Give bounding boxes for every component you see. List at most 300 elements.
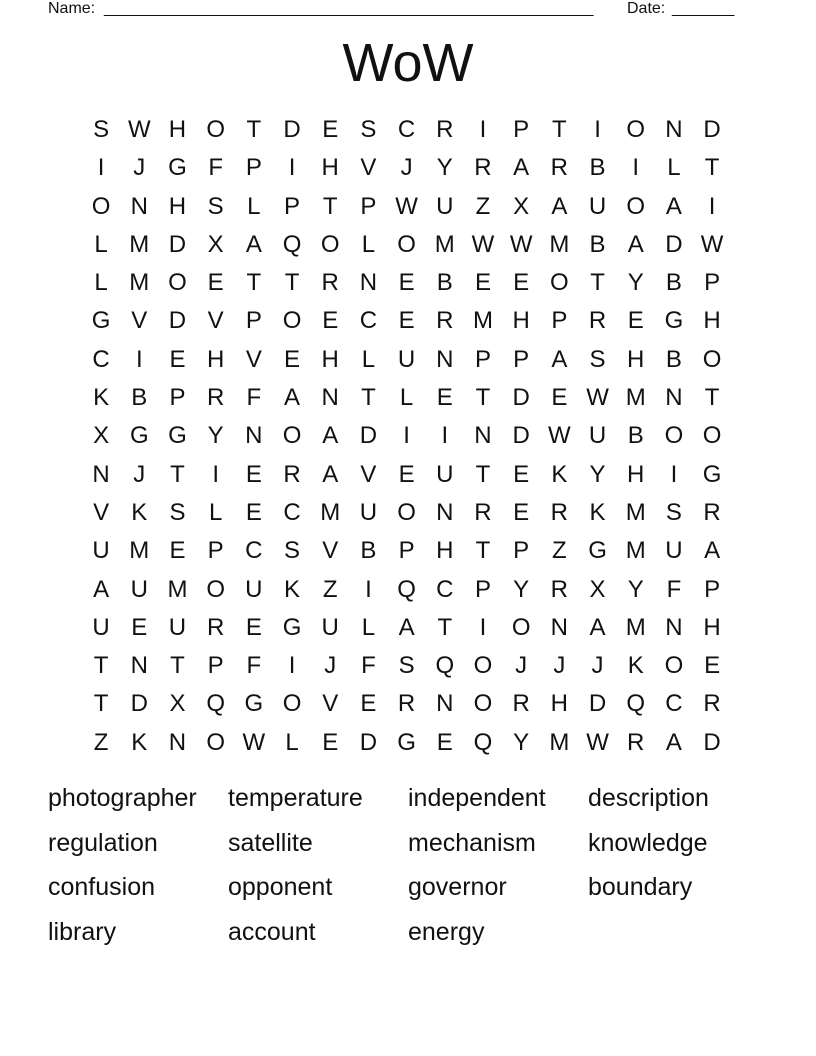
word-list-item: mechanism: [408, 828, 536, 857]
grid-letter: I: [135, 345, 143, 373]
grid-letter: G: [168, 422, 187, 450]
grid-letter: A: [93, 575, 110, 603]
grid-letter: E: [245, 498, 262, 526]
grid-row: [82, 264, 732, 302]
grid-letter: S: [589, 345, 606, 373]
grid-letter: N: [130, 192, 148, 220]
grid-letter: G: [129, 422, 149, 450]
grid-letter: P: [474, 345, 491, 373]
name-label: Name:: [48, 0, 96, 17]
grid-letter: O: [397, 498, 416, 526]
grid-letter: J: [591, 652, 604, 680]
grid-letter: D: [359, 422, 378, 450]
grid-letter: B: [589, 230, 606, 258]
grid-letter: M: [129, 537, 150, 565]
grid-row: [82, 456, 732, 494]
grid-letter: A: [513, 154, 530, 182]
grid-letter: O: [206, 116, 225, 143]
grid-letter: W: [586, 728, 609, 756]
grid-letter: G: [397, 728, 416, 756]
grid-letter: O: [664, 422, 684, 450]
grid-letter: W: [471, 230, 495, 258]
grid-letter: U: [436, 192, 454, 220]
grid-letter: E: [627, 307, 644, 335]
grid-letter: I: [403, 422, 410, 450]
grid-letter: P: [284, 192, 301, 220]
grid-letter: K: [589, 498, 606, 526]
grid-letter: W: [548, 422, 571, 450]
grid-letter: T: [704, 384, 720, 412]
grid-letter: Q: [282, 230, 302, 258]
grid-letter: Q: [435, 652, 455, 680]
grid-letter: A: [551, 345, 568, 373]
grid-letter: P: [513, 116, 530, 143]
grid-letter: L: [361, 230, 376, 258]
grid-letter: Y: [207, 422, 224, 450]
word-list-item: boundary: [588, 873, 693, 901]
grid-letter: H: [512, 307, 530, 335]
grid-letter: O: [282, 690, 302, 718]
date-blank-line: _______: [672, 0, 735, 17]
grid-letter: N: [665, 613, 683, 641]
grid-row: [82, 341, 732, 379]
grid-letter: V: [360, 460, 377, 488]
grid-letter: Q: [206, 690, 225, 718]
grid-letter: L: [399, 384, 414, 412]
grid-letter: I: [708, 192, 716, 220]
grid-letter: X: [207, 230, 224, 258]
grid-letter: O: [397, 230, 416, 258]
grid-letter: F: [246, 652, 262, 680]
grid-letter: C: [665, 690, 683, 718]
grid-letter: T: [361, 384, 376, 412]
grid-letter: W: [509, 230, 533, 258]
grid-letter: L: [667, 154, 681, 182]
grid-letter: N: [245, 422, 263, 450]
grid-letter: T: [437, 613, 453, 641]
grid-letter: A: [551, 192, 568, 220]
grid-letter: B: [665, 269, 682, 297]
grid-letter: P: [245, 154, 262, 182]
grid-letter: B: [360, 537, 377, 565]
grid-letter: M: [434, 230, 455, 258]
grid-letter: H: [703, 307, 721, 335]
grid-letter: F: [666, 575, 682, 603]
header: [48, 0, 748, 20]
grid-row: [82, 647, 732, 685]
grid-letter: S: [360, 116, 377, 143]
grid-letter: J: [553, 652, 566, 680]
grid-letter: R: [206, 613, 225, 641]
grid-letter: G: [282, 613, 302, 641]
grid-letter: P: [704, 269, 721, 297]
grid-row: [82, 417, 732, 455]
grid-letter: P: [474, 575, 491, 603]
grid-letter: S: [169, 498, 186, 526]
grid-row: [82, 494, 732, 532]
grid-letter: T: [170, 652, 185, 680]
grid-letter: T: [475, 460, 491, 488]
grid-letter: S: [665, 498, 682, 526]
grid-letter: E: [245, 460, 262, 488]
grid-letter: S: [284, 537, 301, 565]
grid-letter: H: [550, 690, 569, 718]
grid-row: [82, 532, 732, 570]
grid-letter: U: [321, 613, 339, 641]
grid-letter: N: [436, 345, 454, 373]
grid-letter: B: [589, 154, 606, 182]
name-blank-line: _______________________________________________________: [104, 0, 594, 17]
word-row: [48, 910, 768, 955]
grid-letter: U: [130, 575, 148, 603]
grid-letter: V: [360, 154, 377, 182]
grid-letter: R: [321, 269, 339, 297]
grid-letter: O: [91, 192, 111, 220]
grid-letter: W: [242, 728, 266, 756]
grid-letter: O: [282, 307, 302, 335]
grid-letter: A: [665, 192, 682, 220]
grid-letter: R: [474, 498, 492, 526]
grid-letter: L: [247, 192, 261, 220]
grid-letter: C: [359, 307, 378, 335]
grid-letter: Q: [397, 575, 416, 603]
word-list-item: temperature: [228, 784, 363, 812]
grid-letter: L: [94, 269, 108, 297]
grid-letter: N: [168, 728, 187, 756]
grid-letter: T: [552, 116, 567, 143]
grid-letter: E: [360, 690, 377, 718]
grid-letter: D: [512, 422, 530, 450]
grid-letter: O: [550, 269, 569, 297]
grid-letter: N: [550, 613, 569, 641]
grid-letter: W: [395, 192, 418, 220]
letter-grid: [82, 111, 732, 762]
grid-letter: L: [208, 498, 223, 526]
grid-letter: H: [321, 154, 339, 182]
grid-letter: Z: [475, 192, 491, 220]
grid-letter: G: [168, 154, 187, 182]
grid-letter: U: [359, 498, 378, 526]
word-row: [48, 776, 768, 821]
grid-letter: T: [246, 269, 262, 297]
grid-letter: I: [288, 154, 296, 182]
grid-letter: Y: [627, 269, 644, 297]
grid-letter: F: [246, 384, 262, 412]
grid-letter: F: [208, 154, 223, 182]
grid-letter: J: [400, 154, 413, 182]
grid-letter: H: [168, 116, 187, 143]
grid-letter: T: [93, 652, 109, 680]
grid-letter: T: [475, 537, 491, 565]
word-row: [48, 865, 768, 910]
grid-letter: T: [246, 116, 262, 143]
word-list-item: photographer: [48, 784, 197, 812]
grid-letter: X: [169, 690, 186, 718]
grid-letter: A: [398, 613, 415, 641]
grid-letter: J: [133, 460, 146, 488]
grid-letter: N: [474, 422, 492, 450]
grid-letter: E: [513, 460, 530, 488]
grid-letter: N: [359, 269, 378, 297]
word-list-item: description: [588, 784, 709, 812]
grid-letter: I: [365, 575, 372, 603]
grid-letter: W: [586, 384, 609, 412]
grid-letter: M: [129, 269, 150, 297]
grid-letter: O: [626, 192, 646, 220]
word-list-item: knowledge: [588, 828, 708, 857]
grid-letter: T: [170, 460, 185, 488]
grid-letter: A: [322, 460, 339, 488]
grid-letter: D: [665, 230, 683, 258]
grid-letter: E: [513, 269, 530, 297]
grid-letter: O: [511, 613, 531, 641]
grid-letter: G: [702, 460, 722, 488]
grid-letter: V: [131, 307, 148, 335]
grid-letter: T: [475, 384, 491, 412]
grid-letter: W: [700, 230, 724, 258]
grid-letter: U: [245, 575, 263, 603]
grid-letter: M: [625, 384, 646, 412]
page-title: WoW: [342, 33, 474, 93]
grid-letter: K: [551, 460, 568, 488]
grid-letter: M: [549, 728, 570, 756]
grid-letter: G: [244, 690, 264, 718]
grid-letter: P: [169, 384, 186, 412]
grid-letter: A: [284, 384, 301, 412]
grid-letter: E: [551, 384, 568, 412]
grid-letter: B: [436, 269, 453, 297]
grid-letter: V: [322, 690, 339, 718]
grid-letter: R: [703, 498, 721, 526]
grid-letter: H: [703, 613, 721, 641]
word-list-item: governor: [408, 873, 507, 901]
grid-letter: H: [627, 460, 645, 488]
grid-letter: H: [206, 345, 225, 373]
grid-letter: I: [670, 460, 678, 488]
word-list-item: satellite: [228, 828, 313, 857]
grid-letter: A: [589, 613, 606, 641]
grid-letter: D: [703, 116, 721, 143]
grid-letter: D: [359, 728, 378, 756]
grid-letter: U: [92, 537, 110, 565]
grid-letter: E: [398, 269, 415, 297]
grid-letter: A: [665, 728, 682, 756]
grid-letter: R: [550, 154, 569, 182]
grid-letter: M: [320, 498, 341, 526]
grid-letter: R: [436, 116, 454, 143]
grid-letter: U: [92, 613, 110, 641]
grid-letter: V: [245, 345, 262, 373]
grid-letter: D: [512, 384, 530, 412]
grid-letter: B: [627, 422, 644, 450]
grid-letter: D: [588, 690, 607, 718]
grid-letter: H: [321, 345, 339, 373]
grid-letter: E: [322, 116, 339, 143]
grid-row: [82, 226, 732, 264]
grid-letter: M: [129, 230, 150, 258]
grid-letter: I: [288, 652, 296, 680]
grid-row: [82, 149, 732, 187]
grid-letter: N: [665, 384, 683, 412]
grid-letter: I: [632, 154, 640, 182]
word-list-item: independent: [408, 784, 546, 812]
grid-letter: E: [207, 269, 224, 297]
grid-letter: E: [322, 307, 339, 335]
grid-letter: R: [283, 460, 301, 488]
grid-row: [82, 188, 732, 226]
grid-letter: M: [549, 230, 570, 258]
grid-letter: O: [320, 230, 340, 258]
grid-letter: Q: [473, 728, 493, 756]
grid-letter: N: [436, 690, 454, 718]
grid-letter: P: [207, 652, 224, 680]
grid-letter: P: [551, 307, 568, 335]
grid-letter: T: [704, 154, 720, 182]
grid-letter: P: [513, 345, 530, 373]
grid-letter: O: [473, 690, 493, 718]
grid-letter: E: [474, 269, 491, 297]
grid-letter: K: [131, 728, 148, 756]
grid-letter: V: [207, 307, 224, 335]
grid-letter: O: [473, 652, 493, 680]
grid-letter: L: [94, 230, 108, 258]
grid-letter: E: [169, 345, 186, 373]
grid-letter: R: [397, 690, 416, 718]
grid-letter: I: [441, 422, 449, 450]
grid-letter: M: [472, 307, 493, 335]
grid-letter: Z: [552, 537, 567, 565]
grid-letter: Y: [436, 154, 453, 182]
grid-letter: O: [206, 575, 225, 603]
grid-letter: V: [322, 537, 339, 565]
grid-letter: A: [245, 230, 262, 258]
grid-letter: P: [245, 307, 262, 335]
grid-letter: R: [703, 690, 721, 718]
grid-letter: I: [212, 460, 219, 488]
grid-letter: E: [513, 498, 530, 526]
grid-letter: R: [206, 384, 225, 412]
grid-letter: J: [324, 652, 337, 680]
grid-letter: I: [97, 154, 105, 182]
grid-letter: G: [91, 307, 111, 335]
grid-letter: E: [398, 460, 415, 488]
grid-letter: A: [322, 422, 339, 450]
grid-row: [82, 379, 732, 417]
grid-letter: U: [168, 613, 187, 641]
grid-letter: I: [479, 116, 487, 143]
grid-letter: D: [130, 690, 148, 718]
grid-letter: P: [207, 537, 224, 565]
grid-letter: U: [588, 192, 607, 220]
grid-letter: X: [589, 575, 606, 603]
word-row: [48, 821, 768, 866]
grid-letter: Y: [513, 575, 530, 603]
grid-letter: J: [133, 154, 146, 182]
word-list-item: confusion: [48, 873, 156, 901]
grid-letter: K: [131, 498, 148, 526]
grid-letter: T: [590, 269, 605, 297]
grid-letter: R: [436, 307, 454, 335]
grid-letter: Z: [322, 575, 338, 603]
grid-letter: R: [512, 690, 530, 718]
grid-letter: F: [361, 652, 376, 680]
grid-letter: O: [626, 116, 646, 143]
grid-letter: E: [284, 345, 301, 373]
grid-letter: S: [93, 116, 110, 143]
grid-letter: L: [285, 728, 299, 756]
grid-letter: O: [702, 422, 722, 450]
grid-letter: E: [398, 307, 415, 335]
grid-letter: B: [131, 384, 148, 412]
grid-letter: C: [245, 537, 263, 565]
grid-letter: O: [702, 345, 722, 373]
grid-letter: U: [665, 537, 683, 565]
grid-letter: U: [397, 345, 416, 373]
grid-letter: Z: [93, 728, 109, 756]
grid-letter: D: [703, 728, 721, 756]
grid-letter: X: [513, 192, 530, 220]
grid-letter: C: [283, 498, 301, 526]
grid-letter: W: [127, 116, 151, 143]
grid-letter: K: [627, 652, 644, 680]
grid-letter: Y: [589, 460, 606, 488]
grid-letter: P: [360, 192, 377, 220]
grid-letter: A: [627, 230, 644, 258]
grid-letter: C: [397, 116, 416, 143]
grid-letter: K: [93, 384, 110, 412]
grid-letter: P: [704, 575, 721, 603]
grid-letter: E: [436, 728, 453, 756]
grid-letter: S: [207, 192, 224, 220]
grid-letter: L: [361, 613, 376, 641]
word-list: [48, 776, 768, 954]
grid-letter: O: [168, 269, 187, 297]
date-label: Date:: [627, 0, 666, 17]
grid-letter: N: [321, 384, 339, 412]
grid-letter: D: [168, 230, 187, 258]
grid-row: [82, 685, 732, 723]
grid-letter: N: [436, 498, 454, 526]
grid-letter: V: [93, 498, 110, 526]
grid-letter: R: [550, 498, 569, 526]
grid-letter: R: [627, 728, 645, 756]
grid-letter: H: [168, 192, 187, 220]
grid-letter: S: [398, 652, 415, 680]
word-list-item: opponent: [228, 873, 333, 901]
grid-row: [82, 111, 732, 149]
grid-letter: J: [515, 652, 528, 680]
grid-letter: T: [284, 269, 300, 297]
grid-letter: M: [625, 613, 646, 641]
grid-letter: L: [361, 345, 376, 373]
word-list-item: account: [228, 917, 316, 946]
grid-row: [82, 609, 732, 647]
grid-letter: G: [588, 537, 607, 565]
grid-letter: M: [625, 537, 646, 565]
grid-letter: Q: [626, 690, 646, 718]
word-list-item: regulation: [48, 828, 158, 857]
grid-letter: E: [245, 613, 262, 641]
grid-letter: I: [594, 116, 601, 143]
grid-letter: M: [625, 498, 646, 526]
grid-letter: B: [665, 345, 682, 373]
grid-letter: D: [283, 116, 301, 143]
grid-letter: O: [282, 422, 302, 450]
grid-letter: T: [93, 690, 109, 718]
grid-letter: I: [479, 613, 487, 641]
grid-letter: C: [436, 575, 454, 603]
grid-letter: P: [398, 537, 415, 565]
